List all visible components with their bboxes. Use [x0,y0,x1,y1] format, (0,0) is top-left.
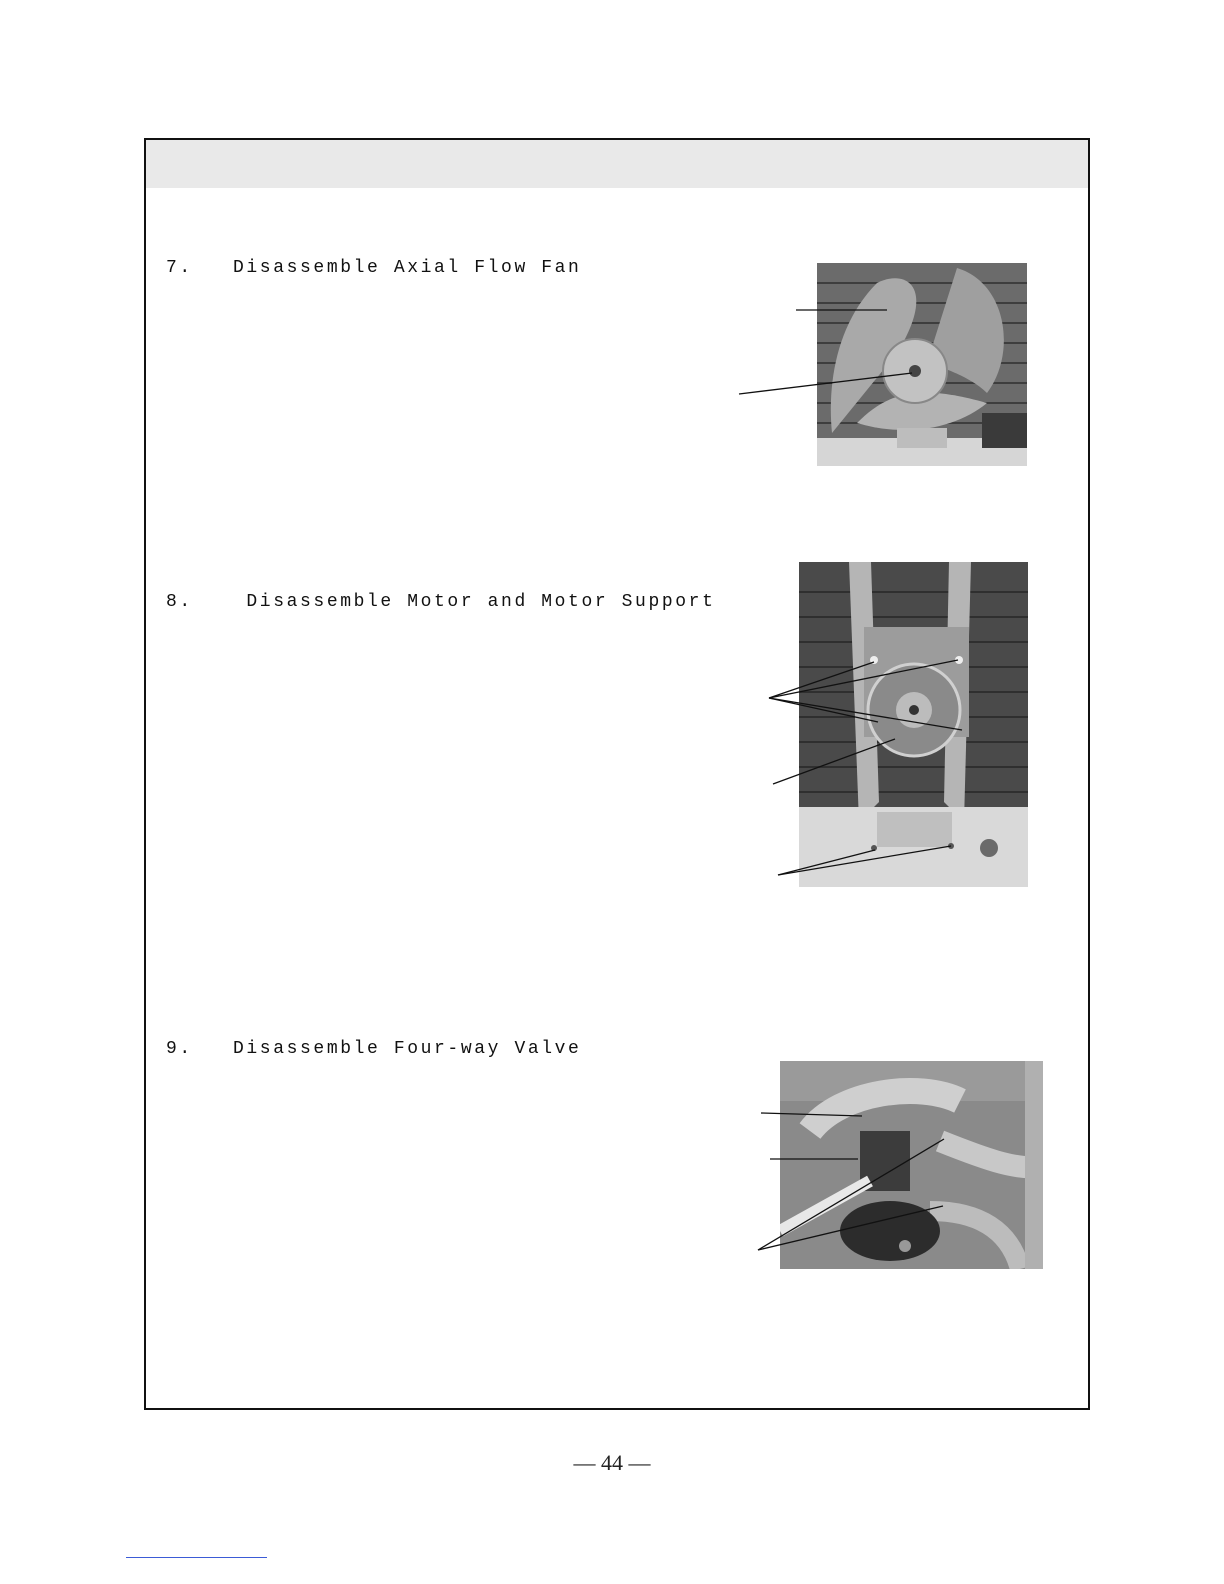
step-9-heading: 9. Disassemble Four-way Valve [166,1039,582,1059]
step-8-heading: 8. Disassemble Motor and Motor Support [166,592,716,612]
four-way-valve-photo [780,1061,1043,1269]
section-header-band [146,140,1088,188]
axial-fan-photo [817,263,1027,466]
page-number: — 44 — [573,1450,651,1475]
step-7-heading: 7. Disassemble Axial Flow Fan [166,258,582,278]
footer-link-underline [126,1557,267,1558]
motor-support-photo [799,562,1028,887]
